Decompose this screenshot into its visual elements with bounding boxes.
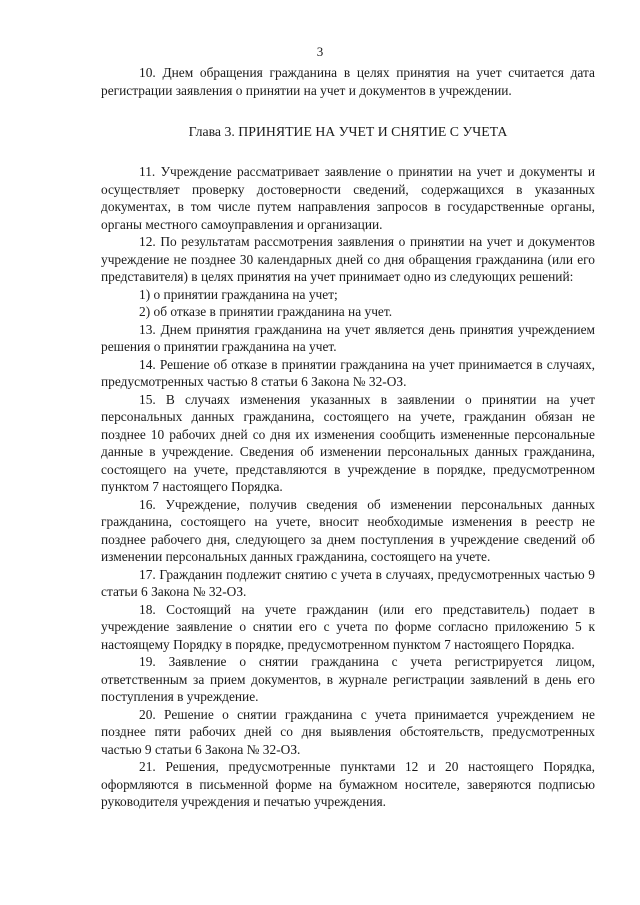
paragraph-12: 12. По результатам рассмотрения заявления о принятии на учет и документов учреждение не позднее 30 календарных дней со дня обращения гражданина (или его представителя) в целях принятия на учет принимает одно из следующих решений: [101, 234, 595, 284]
decision-option-2: 2) об отказе в принятии гражданина на учет. [139, 304, 393, 319]
paragraph-20: 20. Решение о снятии гражданина с учета принимается учреждением не позднее пяти рабочих дней со дня выявления обстоятельств, предусмотренных частью 9 статьи 6 Закона № 32-ОЗ. [101, 706, 595, 757]
paragraph-10: 10. Днем обращения гражданина в целях принятия на учет считается дата регистрации заявления о принятии на учет и документов в учреждении. [101, 65, 595, 98]
page-number: 3 [316, 44, 324, 59]
paragraph-19: 19. Заявление о снятии гражданина с учета регистрируется лицом, ответственным за прием документов, в журнале регистрации заявлений в день его поступления в учреждение. [101, 654, 595, 704]
chapter-heading: Глава 3. ПРИНЯТИЕ НА УЧЕТ И СНЯТИЕ С УЧЕТА [188, 124, 508, 139]
paragraph-13: 13. Днем принятия гражданина на учет является день принятия учреждением решения о принятии гражданина на учет. [101, 321, 595, 354]
paragraph-14: 14. Решение об отказе в принятии гражданина на учет принимается в случаях, предусмотренных частью 8 статьи 6 Закона № 32-ОЗ. [101, 356, 595, 389]
decision-option-1: 1) о принятии гражданина на учет; [139, 286, 338, 302]
paragraph-18: 18. Состоящий на учете гражданин (или его представитель) подает в учреждение заявление о снятии его с учета по форме согласно приложению 5 к настоящему Порядку в порядке, предусмотренном пунктом 7 настоящего Порядка. [101, 601, 595, 652]
paragraph-16: 16. Учреждение, получив сведения об изменении персональных данных гражданина, состоящего на учете, вносит необходимые изменения в реестр не позднее рабочего дня, следующего за днем поступления в учреждение сведений об изменении персональных данных гражданина, состоящего на учете. [101, 496, 595, 564]
document-body [101, 64, 595, 811]
paragraph-21: 21. Решения, предусмотренные пунктами 12 и 20 настоящего Порядка, оформляются в письменной форме на бумажном носителе, заверяются подписью руководителя учреждения и печатью учреждения. [101, 759, 595, 809]
paragraph-15: 15. В случаях изменения указанных в заявлении о принятии на учет персональных данных гражданина, состоящего на учете, гражданин обязан не позднее 10 рабочих дней со дня их изменения сообщить измененные персональные данные в учреждение. Сведения об изменении персональных данных гражданина, состоящего на учете, представляются в учреждение в порядке, предусмотренном пунктом 7 настоящего Порядка. [101, 391, 595, 494]
paragraph-17: 17. Гражданин подлежит снятию с учета в случаях, предусмотренных частью 9 статьи 6 Закона № 32-ОЗ. [101, 566, 595, 599]
paragraph-11: 11. Учреждение рассматривает заявление о принятии на учет и документы и осуществляет проверку достоверности сведений, содержащихся в указанных документах, в том числе путем направления запросов в государственные органы, органы местного самоуправления и организации. [101, 164, 595, 232]
